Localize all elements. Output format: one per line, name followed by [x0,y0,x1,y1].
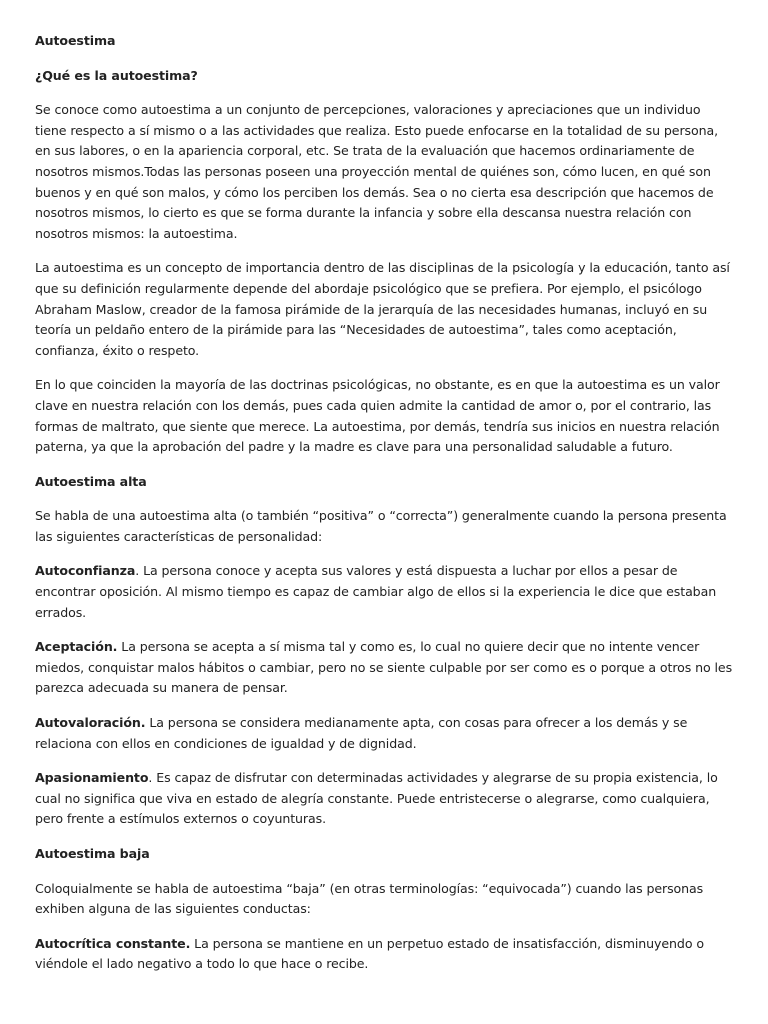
high-item-text: La persona se acepta a sí misma tal y como es, lo cual no quiere decir que no intente vencer miedos, conquistar malos hábitos o cambiar, pero no se siente culpable por ser como es o porque a otros no les parezca adecuada su manera de pensar. [35,639,733,696]
high-item-text: . Es capaz de disfrutar con determinadas actividades y alegrarse de su propia existencia, lo cual no significa que viva en estado de alegría constante. Puede entristecerse o alegrarse, como cualquiera, pero frente a estímulos externos o coyunturas. [35,770,718,827]
section-heading-what-is: ¿Qué es la autoestima? [35,67,198,83]
high-item-aceptacion [35,637,735,699]
high-item-text: La persona se considera medianamente apta, con cosas para ofrecer a los demás y se relaciona con ellos en condiciones de igualdad y de dignidad. [35,715,688,751]
intro-paragraph-1: Se conoce como autoestima a un conjunto de percepciones, valoraciones y apreciaciones que un individuo tiene respecto a sí mismo o a las actividades que realiza. Esto puede enfocarse en la totalidad de su persona, en sus labores, o en la apariencia corporal, etc. Se trata de la evaluación que hacemos ordinariamente de nosotros mismos.Todas las personas poseen una proyección mental de quiénes son, cómo lucen, en qué son buenos y en qué son malos, y cómo los perciben los demás. Sea o no cierta esa descripción que hacemos de nosotros mismos, lo cierto es que se forma durante la infancia y sobre ella descansa nuestra relación con nosotros mismos: la autoestima. [35,102,718,241]
low-item-text: La persona se mantiene en un perpetuo estado de insatisfacción, disminuyendo o viéndole el lado negativo a todo lo que hace o recibe. [35,935,704,972]
low-intro-paragraph: Coloquialmente se habla de autoestima “baja” (en otras terminologías: “equivocada”) cuando las personas exhiben alguna de las siguientes conductas: [35,880,704,917]
high-item-term: Autoconfianza [35,563,136,579]
section-heading-low: Autoestima baja [35,846,150,861]
document-body [35,31,735,989]
high-item-term: Apasionamiento [35,770,149,786]
high-item-text: . La persona conoce y acepta sus valores y está dispuesta a luchar por ellos a pesar de encontrar oposición. Al mismo tiempo es capaz de cambiar algo de ellos si la experiencia le dice que estaban errados. [35,563,717,620]
low-item-autocritica [35,934,735,975]
section-heading-high: Autoestima alta [35,473,147,489]
high-item-apasionamiento [35,768,735,830]
high-item-autovaloracion [35,713,735,754]
high-intro-paragraph: Se habla de una autoestima alta (o también “positiva” o “correcta”) generalmente cuando la persona presenta las siguientes características de personalidad: [35,508,727,544]
low-item-term: Autocrítica constante. [35,935,191,951]
document-title: Autoestima [35,33,116,48]
high-item-autoconfianza [35,561,735,623]
high-item-term: Aceptación. [35,639,118,655]
intro-paragraph-3: En lo que coinciden la mayoría de las doctrinas psicológicas, no obstante, es en que la autoestima es un valor clave en nuestra relación con los demás, pues cada quien admite la cantidad de amor o, por el contrario, las formas de maltrato, que siente que merece. La autoestima, por demás, tendría sus inicios en nuestra relación paterna, ya que la aprobación del padre y la madre es clave para una personalidad saludable a futuro. [35,377,720,455]
intro-paragraph-2: La autoestima es un concepto de importancia dentro de las disciplinas de la psicología y la educación, tanto así que su definición regularmente depende del abordaje psicológico que se prefiera. Por ejemplo, el psicólogo Abraham Maslow, creador de la famosa pirámide de la jerarquía de las necesidades humanas, incluyó en su teoría un peldaño entero de la pirámide para las “Necesidades de autoestima”, tales como aceptación, confianza, éxito o respeto. [35,260,730,358]
high-item-term: Autovaloración. [35,715,146,731]
